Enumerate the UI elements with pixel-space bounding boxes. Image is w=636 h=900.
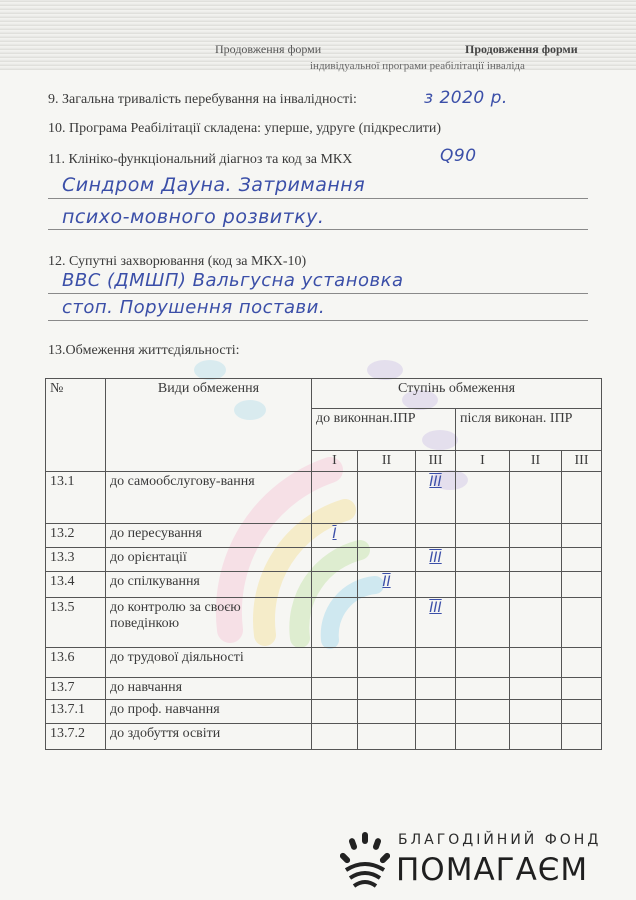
handwritten-degree-mark: II bbox=[382, 574, 391, 590]
degree-cell bbox=[562, 598, 602, 648]
field11-diagnosis-line2: психо-мовного розвитку. bbox=[62, 206, 325, 228]
table-row bbox=[46, 678, 602, 700]
field11-rule-2 bbox=[48, 229, 588, 230]
level-after-3: III bbox=[562, 451, 602, 472]
degree-cell bbox=[456, 524, 510, 548]
row-label: до самообслугову-вання bbox=[106, 472, 312, 524]
field12-label: 12. Супутні захворювання (код за МКХ-10) bbox=[48, 254, 307, 269]
handwritten-degree-mark: III bbox=[429, 474, 442, 490]
degree-cell bbox=[358, 724, 416, 750]
field12-rule-2 bbox=[48, 320, 588, 321]
row-number: 13.4 bbox=[46, 572, 106, 598]
field9-value: з 2020 р. bbox=[424, 88, 508, 108]
col-header-types: Види обмеження bbox=[106, 379, 312, 472]
degree-cell bbox=[416, 472, 456, 524]
handwritten-degree-mark: III bbox=[429, 600, 442, 616]
row-number: 13.1 bbox=[46, 472, 106, 524]
level-after-2: II bbox=[510, 451, 562, 472]
degree-cell bbox=[416, 678, 456, 700]
degree-cell bbox=[510, 648, 562, 678]
header-subtitle: індивідуальної програми реабілітації інваліда bbox=[310, 60, 525, 72]
logo-big-text: ПОМАГАЄМ bbox=[396, 852, 589, 888]
header-right-title: Продовження форми bbox=[465, 42, 578, 56]
field12-line1: ВВС (ДМШП) Вальгусна установка bbox=[62, 270, 404, 291]
degree-cell bbox=[510, 700, 562, 724]
field11-label: 11. Клініко-функціональний діагноз та код за МКХ bbox=[48, 152, 353, 167]
degree-cell bbox=[562, 700, 602, 724]
degree-cell bbox=[416, 572, 456, 598]
degree-cell bbox=[358, 548, 416, 572]
table-row bbox=[46, 524, 602, 548]
degree-cell bbox=[562, 524, 602, 548]
degree-cell bbox=[510, 724, 562, 750]
level-before-2: II bbox=[358, 451, 416, 472]
row-number: 13.6 bbox=[46, 648, 106, 678]
degree-cell bbox=[562, 724, 602, 750]
table-row bbox=[46, 700, 602, 724]
hand-logo-icon bbox=[340, 830, 390, 892]
level-after-1: I bbox=[456, 451, 510, 472]
degree-cell bbox=[416, 524, 456, 548]
degree-cell bbox=[358, 524, 416, 548]
degree-cell bbox=[456, 598, 510, 648]
row-label: до трудової діяльності bbox=[106, 648, 312, 678]
degree-cell bbox=[358, 472, 416, 524]
degree-cell bbox=[312, 648, 358, 678]
degree-cell bbox=[358, 648, 416, 678]
row-label: до спілкування bbox=[106, 572, 312, 598]
field11-code: Q90 bbox=[440, 146, 477, 166]
degree-cell bbox=[510, 548, 562, 572]
degree-cell bbox=[456, 648, 510, 678]
degree-cell bbox=[358, 598, 416, 648]
degree-cell bbox=[456, 572, 510, 598]
degree-cell bbox=[562, 472, 602, 524]
row-label: до орієнтації bbox=[106, 548, 312, 572]
row-label: до проф. навчання bbox=[106, 700, 312, 724]
field11-diagnosis-line1: Синдром Дауна. Затримання bbox=[62, 174, 366, 196]
row-label: до контролю за своєю поведінкою bbox=[106, 598, 312, 648]
degree-cell bbox=[416, 598, 456, 648]
degree-cell bbox=[562, 572, 602, 598]
table-row bbox=[46, 472, 602, 524]
row-number: 13.2 bbox=[46, 524, 106, 548]
field12-rule-1 bbox=[48, 293, 588, 294]
degree-cell bbox=[312, 678, 358, 700]
row-number: 13.7 bbox=[46, 678, 106, 700]
degree-cell bbox=[456, 548, 510, 572]
field13-label: 13.Обмеження життєдіяльності: bbox=[48, 343, 240, 358]
degree-cell bbox=[562, 648, 602, 678]
table-row bbox=[46, 648, 602, 678]
table-row bbox=[46, 724, 602, 750]
row-label: до здобуття освіти bbox=[106, 724, 312, 750]
row-number: 13.7.1 bbox=[46, 700, 106, 724]
degree-cell bbox=[358, 572, 416, 598]
degree-cell bbox=[416, 724, 456, 750]
degree-cell bbox=[510, 472, 562, 524]
degree-cell bbox=[312, 548, 358, 572]
field12-line2: стоп. Порушення постави. bbox=[62, 297, 326, 318]
degree-cell bbox=[312, 598, 358, 648]
degree-cell bbox=[312, 700, 358, 724]
level-before-3: III bbox=[416, 451, 456, 472]
row-label: до навчання bbox=[106, 678, 312, 700]
handwritten-degree-mark: III bbox=[429, 550, 442, 566]
handwritten-degree-mark: I bbox=[332, 526, 337, 542]
degree-cell bbox=[510, 572, 562, 598]
table-row bbox=[46, 548, 602, 572]
degree-cell bbox=[456, 700, 510, 724]
degree-cell bbox=[358, 700, 416, 724]
table-row bbox=[46, 598, 602, 648]
degree-cell bbox=[312, 524, 358, 548]
degree-cell bbox=[456, 472, 510, 524]
degree-cell bbox=[416, 700, 456, 724]
degree-cell bbox=[312, 724, 358, 750]
col-header-after: після виконан. ІПР bbox=[456, 409, 602, 451]
row-number: 13.3 bbox=[46, 548, 106, 572]
limitations-table bbox=[45, 378, 602, 750]
degree-cell bbox=[510, 598, 562, 648]
table-row bbox=[46, 572, 602, 598]
degree-cell bbox=[416, 548, 456, 572]
degree-cell bbox=[456, 724, 510, 750]
col-header-before: до виконнан.ІПР bbox=[312, 409, 456, 451]
row-number: 13.5 bbox=[46, 598, 106, 648]
degree-cell bbox=[312, 472, 358, 524]
field11-rule-1 bbox=[48, 198, 588, 199]
degree-cell bbox=[312, 572, 358, 598]
footer-logo bbox=[340, 828, 630, 894]
degree-cell bbox=[562, 548, 602, 572]
degree-cell bbox=[358, 678, 416, 700]
logo-small-text: БЛАГОДІЙНИЙ ФОНД bbox=[398, 832, 602, 848]
row-label: до пересування bbox=[106, 524, 312, 548]
col-header-number: № bbox=[46, 379, 106, 472]
degree-cell bbox=[416, 648, 456, 678]
level-before-1: I bbox=[312, 451, 358, 472]
field10-label: 10. Програма Реабілітації складена: уперше, удруге (підкреслити) bbox=[48, 121, 442, 136]
row-number: 13.7.2 bbox=[46, 724, 106, 750]
degree-cell bbox=[510, 678, 562, 700]
header-left-title: Продовження форми bbox=[215, 42, 322, 56]
col-header-degree: Ступінь обмеження bbox=[312, 379, 602, 409]
degree-cell bbox=[456, 678, 510, 700]
degree-cell bbox=[510, 524, 562, 548]
field9-label: 9. Загальна тривалість перебування на інвалідності: bbox=[48, 92, 357, 107]
degree-cell bbox=[562, 678, 602, 700]
